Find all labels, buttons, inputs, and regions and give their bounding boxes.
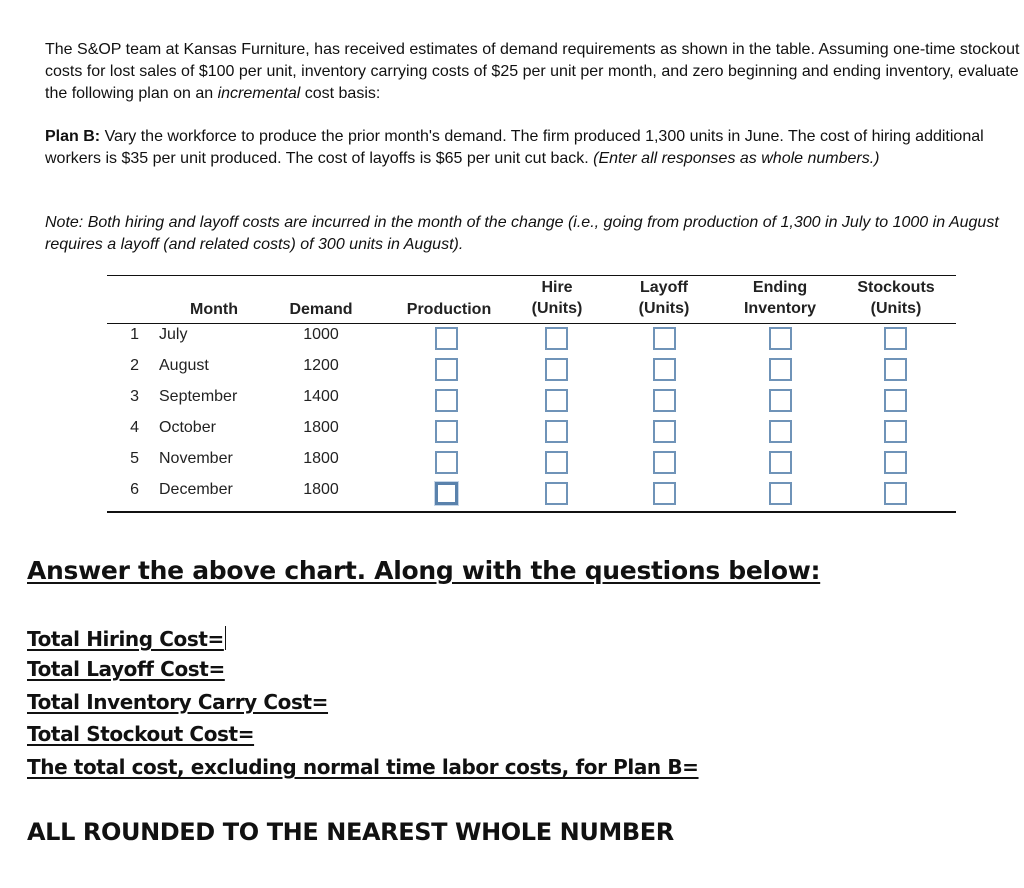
total-cost-plan-b-label: The total cost, excluding normal time labor costs, for Plan B= [27, 755, 699, 779]
layoff-input-august[interactable] [653, 358, 676, 381]
header-hire-line1: Hire [541, 279, 573, 296]
row-demand: 1000 [303, 326, 339, 343]
stockouts-input-august[interactable] [884, 358, 907, 381]
total-stockout-cost-label: Total Stockout Cost= [27, 722, 255, 746]
total-hiring-cost-label: Total Hiring Cost= [27, 627, 224, 651]
row-number: 6 [130, 481, 139, 498]
layoff-input-september[interactable] [653, 389, 676, 412]
plan-instruction: (Enter all responses as whole numbers.) [593, 150, 880, 167]
total-inventory-carry-cost-label: Total Inventory Carry Cost= [27, 690, 329, 714]
note-text: Note: Both hiring and layoff costs are incurred in the month of the change (i.e., going from production of 1,300 in July to 1000 in August requires a layoff (and related costs) of 300 units in August). [45, 214, 999, 253]
header-hire [519, 277, 595, 319]
table-bottom-rule [107, 511, 956, 513]
row-demand: 1800 [303, 419, 339, 436]
intro-emphasis: incremental [217, 85, 301, 102]
header-ending-line1: Ending [752, 279, 808, 296]
layoff-input-october[interactable] [653, 420, 676, 443]
ending-inventory-input-august[interactable] [769, 358, 792, 381]
hire-input-november[interactable] [545, 451, 568, 474]
total-hiring-cost-line[interactable] [27, 626, 226, 651]
header-layoff [626, 277, 702, 319]
intro-paragraph [45, 39, 1020, 105]
production-input-august[interactable] [435, 358, 458, 381]
header-stockouts [844, 277, 948, 319]
hire-input-august[interactable] [545, 358, 568, 381]
rounding-instruction: ALL ROUNDED TO THE NEAREST WHOLE NUMBER [27, 818, 674, 846]
intro-text-end: cost basis: [300, 85, 381, 102]
ending-inventory-input-november[interactable] [769, 451, 792, 474]
layoff-input-november[interactable] [653, 451, 676, 474]
row-number: 2 [130, 357, 139, 374]
row-month: July [159, 326, 188, 343]
plan-table [107, 275, 956, 512]
note-paragraph [45, 212, 1020, 256]
header-layoff-line1: Layoff [640, 279, 688, 296]
row-number: 1 [130, 326, 139, 343]
header-month: Month [190, 301, 238, 318]
row-demand: 1800 [303, 450, 339, 467]
row-number: 4 [130, 419, 139, 436]
ending-inventory-input-december[interactable] [769, 482, 792, 505]
layoff-input-july[interactable] [653, 327, 676, 350]
hire-input-september[interactable] [545, 389, 568, 412]
ending-inventory-input-july[interactable] [769, 327, 792, 350]
header-ending-inventory [728, 277, 832, 319]
ending-inventory-input-september[interactable] [769, 389, 792, 412]
production-input-december[interactable] [435, 482, 458, 505]
answer-heading: Answer the above chart. Along with the questions below: [27, 556, 821, 585]
hire-input-july[interactable] [545, 327, 568, 350]
row-number: 5 [130, 450, 139, 467]
header-production: Production [406, 301, 492, 318]
header-demand: Demand [289, 301, 353, 318]
row-demand: 1200 [303, 357, 339, 374]
stockouts-input-december[interactable] [884, 482, 907, 505]
row-month: October [159, 419, 216, 436]
ending-inventory-input-october[interactable] [769, 420, 792, 443]
production-input-september[interactable] [435, 389, 458, 412]
plan-label: Plan B: [45, 128, 101, 145]
header-hire-line2: (Units) [531, 300, 583, 317]
layoff-input-december[interactable] [653, 482, 676, 505]
row-month: August [159, 357, 209, 374]
table-top-rule [107, 275, 956, 276]
production-input-november[interactable] [435, 451, 458, 474]
hire-input-october[interactable] [545, 420, 568, 443]
row-number: 3 [130, 388, 139, 405]
total-layoff-cost-label: Total Layoff Cost= [27, 657, 225, 681]
plan-text: Vary the workforce to produce the prior month's demand. The firm produced 1,300 units in June. The cost of hiring additional workers is $35 per unit produced. The cost of layoffs is $65 per unit cut back. [45, 128, 984, 167]
header-ending-line2: Inventory [743, 300, 816, 317]
header-stockouts-line2: (Units) [870, 300, 922, 317]
intro-text: The S&OP team at Kansas Furniture, has received estimates of demand requirements as shown in the table. Assuming one-time stockout costs for lost sales of $100 per unit, inventory carrying costs of $25 per unit per month, and zero beginning and ending inventory, evaluate the following plan on an [45, 41, 1020, 102]
production-input-october[interactable] [435, 420, 458, 443]
stockouts-input-october[interactable] [884, 420, 907, 443]
row-month: December [159, 481, 233, 498]
row-month: November [159, 450, 233, 467]
row-month: September [159, 388, 238, 405]
stockouts-input-november[interactable] [884, 451, 907, 474]
row-demand: 1800 [303, 481, 339, 498]
plan-paragraph [45, 126, 1020, 170]
table-header-rule [107, 323, 956, 324]
hire-input-december[interactable] [545, 482, 568, 505]
header-layoff-line2: (Units) [638, 300, 690, 317]
row-demand: 1400 [303, 388, 339, 405]
stockouts-input-july[interactable] [884, 327, 907, 350]
text-cursor [225, 626, 227, 650]
header-stockouts-line1: Stockouts [857, 279, 935, 296]
production-input-july[interactable] [435, 327, 458, 350]
stockouts-input-september[interactable] [884, 389, 907, 412]
